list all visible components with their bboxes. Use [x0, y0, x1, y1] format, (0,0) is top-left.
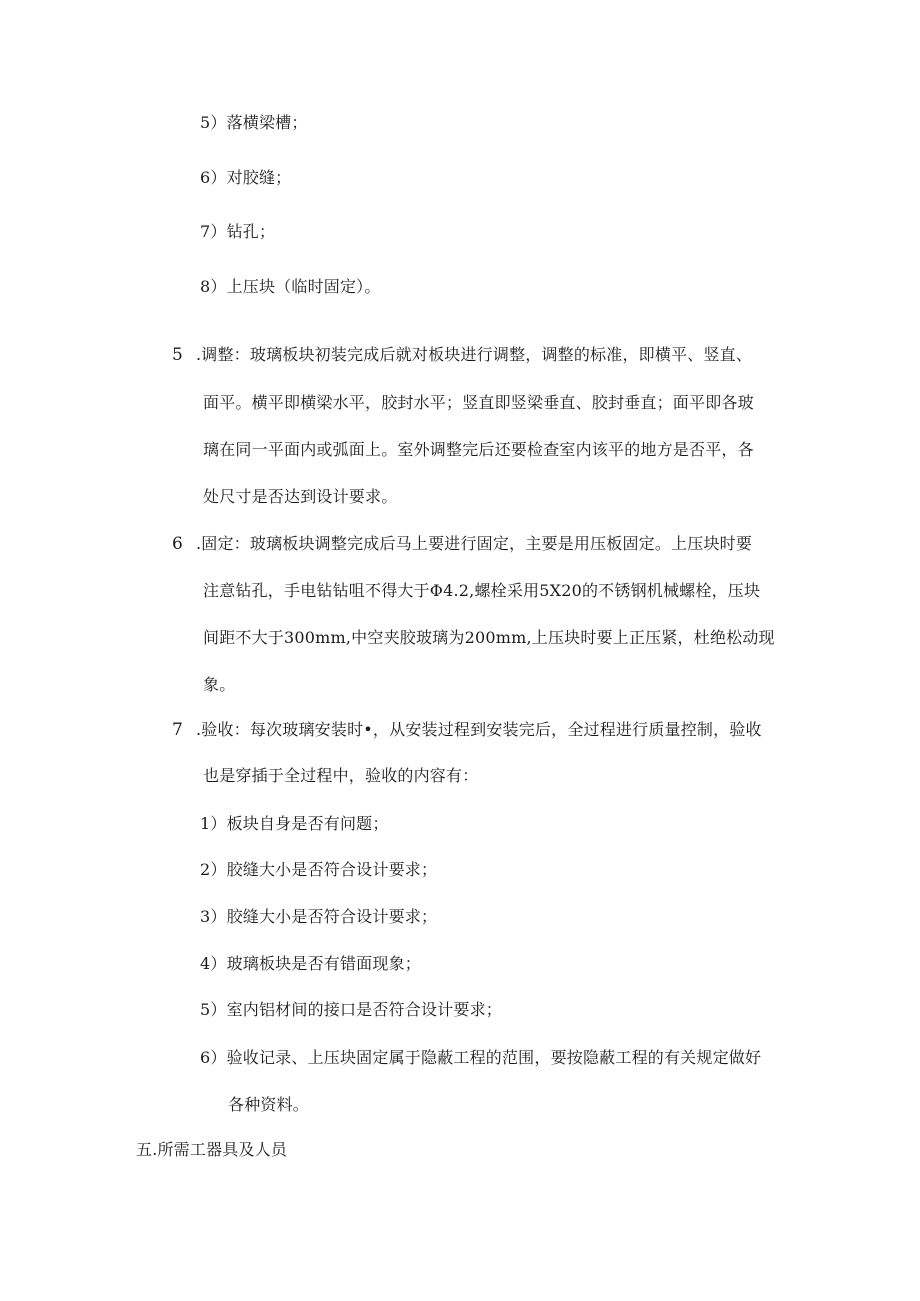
list-item: 2）胶缝大小是否符合设计要求； [200, 860, 438, 879]
list-item-continuation: 各种资料。 [228, 1095, 310, 1114]
list-item: 1）板块自身是否有问题； [200, 814, 389, 833]
paragraph-line: 注意钻孔，手电钻钻咀不得大于Φ4.2,螺栓采用5X20的不锈钢机械螺栓，压块 [203, 581, 761, 600]
list-item: 7）钻孔； [200, 222, 276, 241]
paragraph-line: 面平。横平即横梁水平，胶封水平；竖直即竖梁垂直、胶封垂直；面平即各玻 [203, 393, 754, 412]
list-item: 6）验收记录、上压块固定属于隐蔽工程的范围，要按隐蔽工程的有关规定做好 [200, 1048, 762, 1067]
list-item: 5）室内铝材间的接口是否符合设计要求； [200, 1000, 502, 1019]
paragraph-line: .调整：玻璃板块初装完成后就对板块进行调整，调整的标准，即横平、竖直、 [196, 345, 753, 364]
list-item: 3）胶缝大小是否符合设计要求； [200, 907, 438, 926]
paragraph-line: 处尺寸是否达到设计要求。 [203, 487, 398, 506]
paragraph-line: .固定：玻璃板块调整完成后马上要进行固定，主要是用压板固定。上压块时要 [196, 534, 753, 553]
paragraph-line: 也是穿插于全过程中，验收的内容有： [203, 766, 479, 785]
section-heading: 五.所需工器具及人员 [136, 1140, 288, 1159]
section-number: 7 [172, 720, 183, 740]
list-item: 4）玻璃板块是否有错面现象； [200, 954, 421, 973]
list-item: 8）上压块（临时固定）。 [200, 277, 381, 296]
section-number: 6 [172, 534, 183, 554]
list-item: 6）对胶缝； [200, 168, 292, 187]
paragraph-line: 间距不大于300mm,中空夹胶玻璃为200mm,上压块时要上正压紧，杜绝松动现 [203, 628, 775, 647]
paragraph-line: 象。 [203, 675, 236, 694]
list-item: 5）落横梁槽； [200, 113, 308, 132]
paragraph-line: 璃在同一平面内或弧面上。室外调整完后还要检查室内该平的地方是否平，各 [203, 440, 754, 459]
paragraph-line: .验收：每次玻璃安装时•，从安装过程到安装完后，全过程进行质量控制，验收 [196, 720, 762, 739]
section-number: 5 [172, 345, 183, 365]
